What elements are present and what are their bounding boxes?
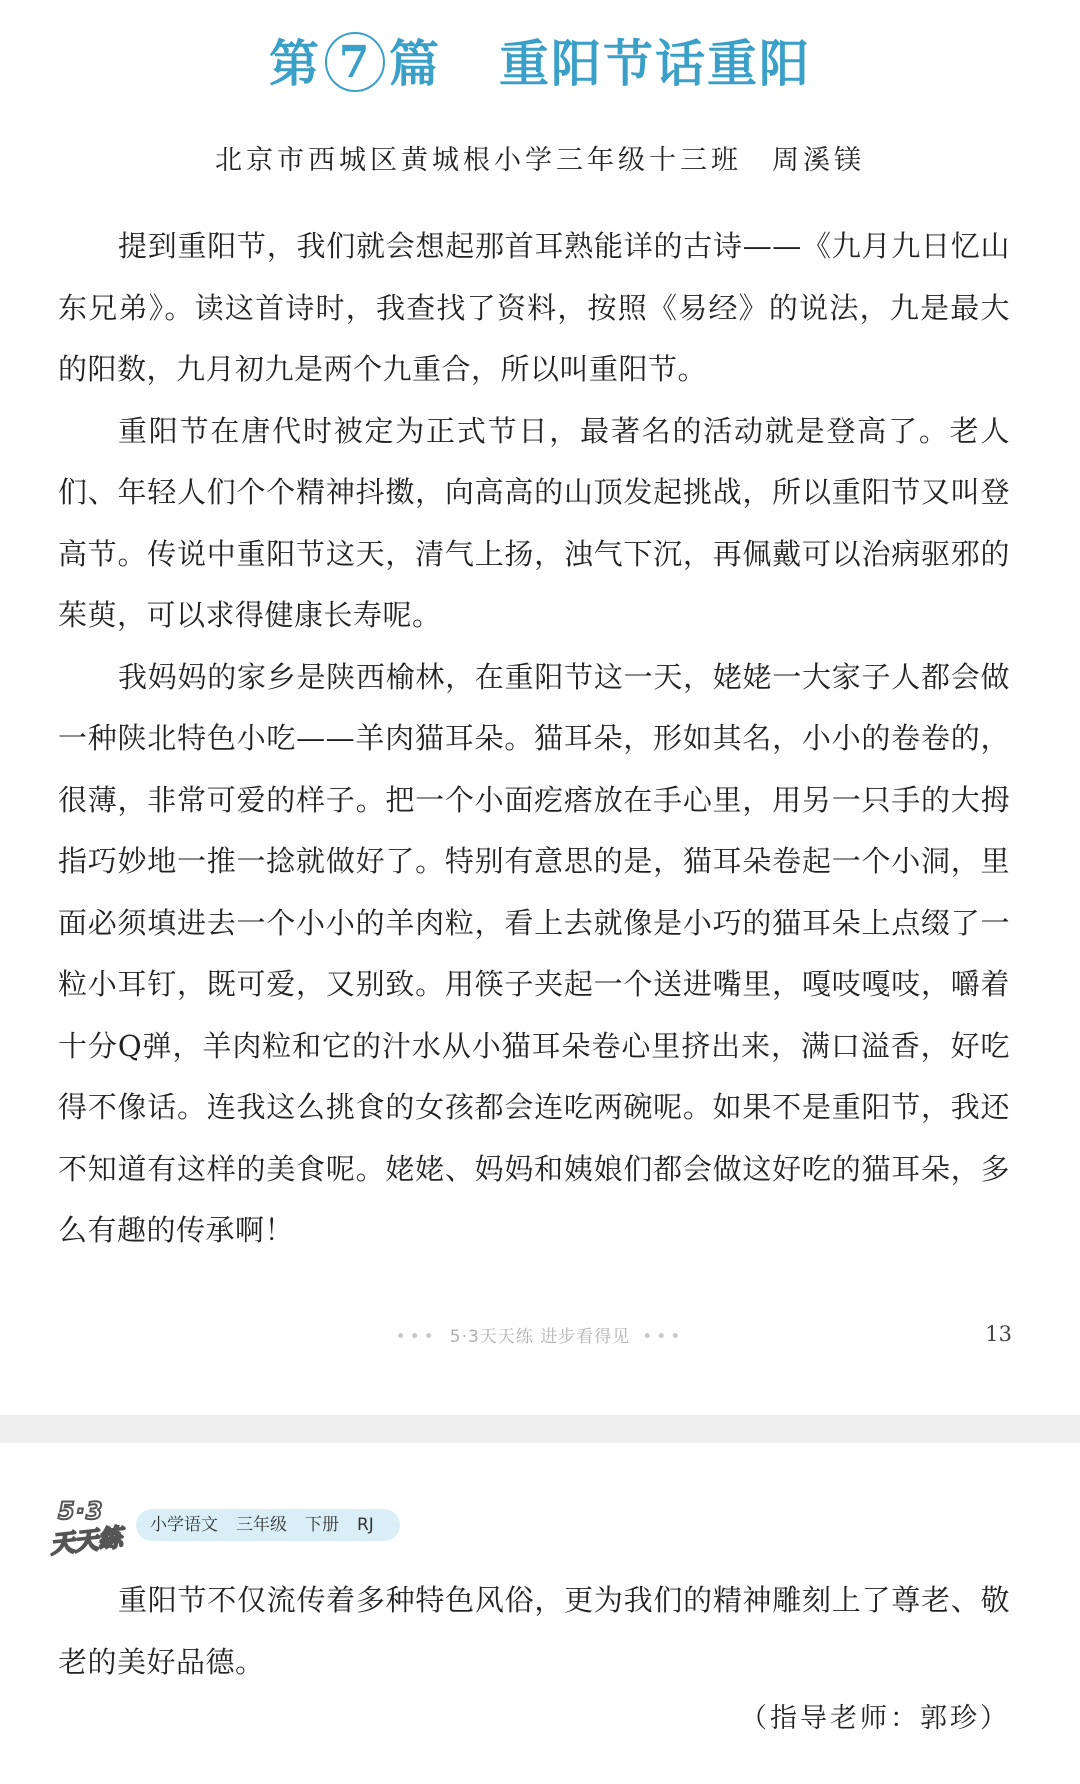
- page-number: 13: [985, 1322, 1012, 1346]
- title-text: 重阳节话重阳: [499, 35, 811, 93]
- course-volume: 下册: [305, 1515, 339, 1535]
- course-grade: 三年级: [236, 1515, 287, 1535]
- paragraph-1: 提到重阳节，我们就会想起那首耳熟能详的古诗——《九月九日忆山东兄弟》。读这首诗时，我查找了资料，按照《易经》的说法，九是最大的阳数，九月初九是两个九重合，所以叫重阳节。: [58, 229, 1010, 386]
- article-body: [58, 216, 1010, 1262]
- title-suffix: 篇: [389, 35, 441, 93]
- footer-dots-right: •••: [642, 1327, 685, 1347]
- title-prefix: 第: [269, 35, 321, 93]
- course-tag: [136, 1509, 400, 1541]
- footer-slogan: 5·3天天练 进步看得见: [449, 1327, 631, 1347]
- paragraph-4: 重阳节不仅流传着多种特色风俗，更为我们的精神雕刻上了尊老、敬老的美好品德。: [58, 1583, 1010, 1679]
- page-footer-slogan: [0, 1322, 1080, 1347]
- byline-author: 周溪镁: [772, 145, 865, 176]
- advisor-signature: （指导老师：郭珍）: [740, 1703, 1010, 1734]
- page-separator: [0, 1415, 1080, 1443]
- course-edition: RJ: [357, 1515, 374, 1535]
- brand-logo: [48, 1497, 124, 1559]
- article-number-badge: 7: [325, 32, 385, 92]
- paragraph-3: 我妈妈的家乡是陕西榆林，在重阳节这一天，姥姥一大家子人都会做一种陕北特色小吃——羊肉猫耳朵。猫耳朵，形如其名，小小的卷卷的，很薄，非常可爱的样子。把一个小面疙瘩放在手心里，用另一只手的大拇指巧妙地一推一捻就做好了。特别有意思的是，猫耳朵卷起一个小洞，里面必须填进去一个小小的羊肉粒，看上去就像是小巧的猫耳朵上点缀了一粒小耳钉，既可爱，又别致。用筷子夹起一个送进嘴里，嘎吱嘎吱，嚼着十分Q弹，羊肉粒和它的汁水从小猫耳朵卷心里挤出来，满口溢香，好吃得不像话。连我这么挑食的女孩都会连吃两碗呢。如果不是重阳节，我还不知道有这样的美食呢。姥姥、妈妈和姨娘们都会做这好吃的猫耳朵，多么有趣的传承啊！: [58, 659, 1010, 1247]
- course-subject: 小学语文: [150, 1515, 218, 1535]
- logo-top-text: 5·3: [58, 1497, 104, 1525]
- logo-bottom-text: 天天练: [48, 1523, 124, 1559]
- article-title: [0, 26, 1080, 102]
- article-body-continued: [58, 1570, 1010, 1693]
- footer-dots-left: •••: [395, 1327, 438, 1347]
- byline: [0, 138, 1080, 177]
- byline-school: 北京市西城区黄城根小学三年级十三班: [215, 145, 742, 176]
- paragraph-2: 重阳节在唐代时被定为正式节日，最著名的活动就是登高了。老人们、年轻人们个个精神抖擞，向高高的山顶发起挑战，所以重阳节又叫登高节。传说中重阳节这天，清气上扬，浊气下沉，再佩戴可以治病驱邪的茱萸，可以求得健康长寿呢。: [58, 413, 1010, 632]
